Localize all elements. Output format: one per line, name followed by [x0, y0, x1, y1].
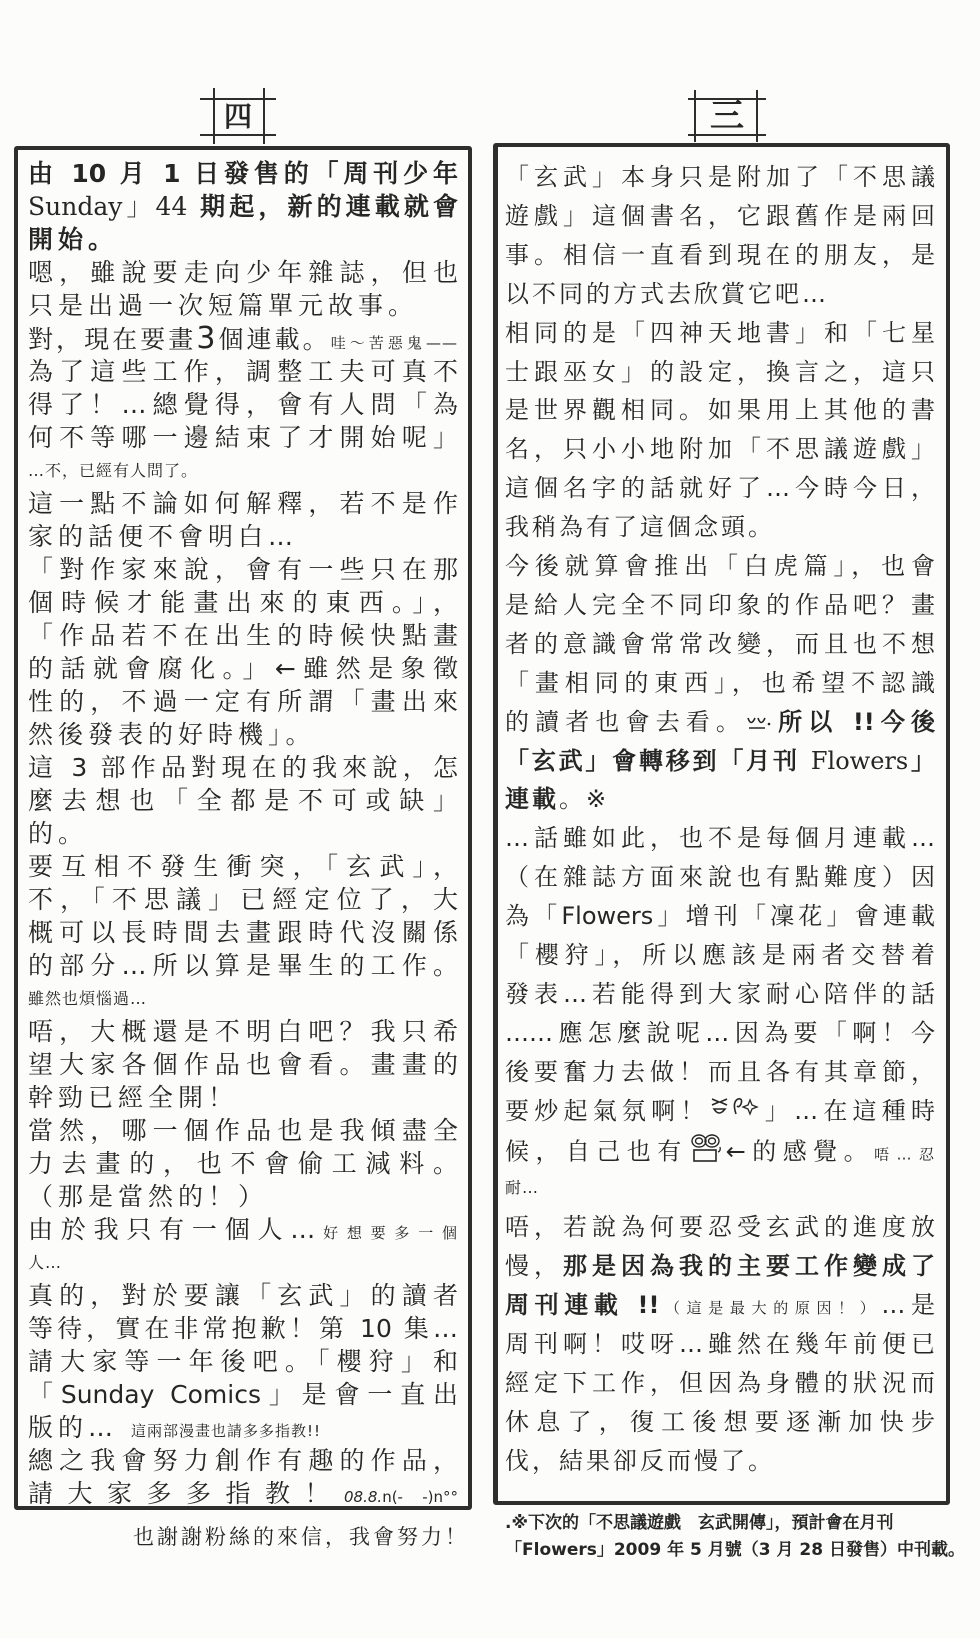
- publication-footnote: [505, 1510, 965, 1564]
- line-text: 」…在這種時: [759, 1096, 936, 1125]
- text-line: [28, 1213, 458, 1246]
- line-text: …是: [881, 1291, 935, 1320]
- text-line: [28, 1411, 458, 1444]
- aside-line: 雖然也煩惱過…: [28, 989, 148, 1008]
- aside-line: 耐…: [505, 1178, 540, 1198]
- text-line: 遊戲」這個書名，它跟舊作是兩回: [505, 201, 935, 230]
- text-line: 這個名字的話就好了…今時今日，: [505, 474, 935, 503]
- text-line: 伐，結果卻反而慢了。: [505, 1446, 775, 1475]
- text-line: 得了！…總覺得，會有人問「為: [28, 390, 458, 419]
- magazine-name: Flowers: [810, 746, 909, 775]
- text-line: 等待，實在非常抱歉！第 10 集…: [28, 1314, 458, 1343]
- text-line: 「櫻狩」，所以應該是兩者交替着: [505, 941, 935, 969]
- text-line: [505, 1247, 935, 1285]
- footnote-line: .※下次的「不思議遊戲 玄武開傳」，預計會在月刊: [505, 1513, 894, 1533]
- line-text: 連載: [505, 785, 559, 814]
- sigh-doodle-icon: [746, 704, 772, 742]
- text-line: [505, 1131, 935, 1169]
- text-line: 休息了，復工後想要逐漸加快步: [505, 1407, 935, 1436]
- text-line: 經定下工作，但因為身體的狀況而: [505, 1368, 935, 1397]
- text-line: 唔，若說為何要忍受玄武的進度放: [505, 1213, 935, 1242]
- text-line: 以不同的方式去欣賞它吧…: [505, 279, 829, 308]
- text-line: 是給人完全不同印象的作品吧？畫: [505, 590, 935, 619]
- text-line: 的部分…所以算是畢生的工作。: [28, 951, 458, 980]
- text-line: 士跟巫女」的設定，換言之，這只: [505, 357, 935, 386]
- text-line: 何不等哪一邊結束了才開始呢」: [28, 423, 458, 452]
- text-line: [505, 703, 935, 741]
- line-text: 那是因為我的主要工作變成了: [563, 1252, 935, 1281]
- emoticon: n(- -)n°°: [382, 1488, 458, 1506]
- line-text: 所以 !!今後: [772, 707, 935, 736]
- text-line: [28, 190, 458, 223]
- line-text: 個連載。: [215, 325, 331, 354]
- excited-face-icon: [710, 1093, 760, 1131]
- line-text: 。※: [559, 785, 610, 814]
- line-number: 3: [196, 321, 216, 356]
- text-line: 為「Flowers」增刊「凜花」會連載: [505, 902, 935, 931]
- line-text: 對，現在要畫: [28, 325, 197, 354]
- heading-glyph: 四: [223, 100, 252, 133]
- text-line: 個時候才能畫出來的東西。」，: [28, 588, 458, 617]
- text-line: 今後就算會推出「白虎篇」，也會: [505, 552, 935, 580]
- text-line: 周刊啊！哎呀…雖然在幾年前便已: [505, 1330, 935, 1358]
- text-line: 者的意識會常常改變，而且也不想: [505, 629, 935, 658]
- text-line: 相同的是「四神天地書」和「七星: [505, 318, 935, 347]
- text-line: 唔，大概還是不明白吧？我只希: [28, 1017, 458, 1046]
- text-line: 家的話便不會明白…: [28, 522, 299, 551]
- text-line: 名，只小小地附加「不思議遊戲」: [505, 435, 935, 464]
- text-line: 當然，哪一個作品也是我傾盡全: [28, 1116, 458, 1145]
- aside-note: 哇〜苦惡鬼——: [330, 334, 458, 352]
- text-line: 事。相信一直看到現在的朋友，是: [505, 240, 935, 269]
- text-line: [505, 742, 935, 780]
- text-line: 這一點不論如何解釋，若不是作: [28, 489, 458, 518]
- text-line: [505, 1092, 935, 1130]
- line-text: 期起，新的連載就會: [187, 192, 458, 221]
- text-line: 只是出過一次短篇單元故事。: [28, 291, 419, 320]
- signature-date: 08.8.: [344, 1488, 383, 1506]
- text-line: 總之我會努力創作有趣的作品，: [28, 1446, 458, 1475]
- aside-note: 好想要多一個: [315, 1224, 458, 1242]
- line-text: 版的…: [28, 1413, 119, 1442]
- line-text: 周刊連載 !!: [505, 1291, 660, 1320]
- line-text: 請大家多多指教！: [28, 1479, 345, 1508]
- text-line: 要互相不發生衝突，「玄武」，: [28, 852, 458, 881]
- line-text: 由於我只有一個人…: [28, 1215, 316, 1244]
- text-line: ……應怎麼說呢…因為要「啊！今: [505, 1018, 935, 1047]
- aside-note: 這兩部漫畫也請多多指教!!: [130, 1422, 321, 1440]
- text-line: 力去畫的，也不會偷工減料。: [28, 1149, 458, 1178]
- note-panel-four: [14, 146, 472, 1510]
- text-line: 後要奮力去做！而且各有其章節，: [505, 1057, 935, 1086]
- line-text: 慢，: [505, 1252, 563, 1281]
- line-text: Sunday」44: [28, 192, 188, 221]
- line-text: 要炒起氣氛啊！: [505, 1096, 710, 1125]
- text-line: （那是當然的！）: [28, 1182, 269, 1211]
- text-line: 麼去想也「全都是不可或缺」: [28, 786, 458, 815]
- text-line: 「玄武」本身只是附加了「不思議: [505, 163, 935, 191]
- text-line: …話雖如此，也不是每個月連載…: [505, 824, 935, 853]
- text-line: [28, 322, 458, 355]
- aside-line: …不，已經有人問了。: [28, 461, 199, 480]
- text-line: [28, 1477, 458, 1510]
- thanks-footer: 也謝謝粉絲的來信，我會努力！: [133, 1525, 469, 1549]
- note-panel-three: [493, 143, 950, 1505]
- text-line: 開始。: [28, 225, 119, 254]
- text-line: （在雜誌方面來說也有點難度）因: [505, 863, 935, 892]
- text-line: 真的，對於要讓「玄武」的讀者: [28, 1281, 458, 1310]
- text-line: 「作品若不在出生的時候快點畫: [28, 621, 458, 650]
- text-line: 概可以長時間去畫跟時代沒關係: [28, 918, 458, 947]
- text-line: 不，「不思議」已經定位了，大: [28, 885, 458, 914]
- line-text: 「玄武」會轉移到「月刊: [505, 746, 811, 775]
- text-line: 我稍為有了這個念頭。: [505, 513, 775, 542]
- text-line: 望大家各個作品也會看。畫畫的: [28, 1050, 458, 1079]
- text-line: 由 10 月 1 日發售的「周刊少年: [28, 159, 458, 188]
- text-line: 性的，不過一定有所謂「畫出來: [28, 687, 458, 716]
- text-line: 幹勁已經全開！: [28, 1083, 239, 1112]
- dizzy-face-icon: [688, 1131, 726, 1174]
- text-line: 的。: [28, 819, 89, 848]
- text-line: [505, 1286, 935, 1324]
- text-line: 「對作家來說，會有一些只在那: [28, 555, 458, 584]
- text-line: 發表…若能得到大家耐心陪伴的話: [505, 979, 935, 1008]
- section-heading-four: [200, 88, 276, 144]
- text-line: 「畫相同的東西」，也希望不認識: [505, 668, 935, 697]
- footnote-line: 「Flowers」2009 年 5 月號（3 月 28 日發售）中刊載。: [505, 1540, 965, 1560]
- line-text: ←的感覺。: [725, 1137, 875, 1165]
- heading-glyph: 三: [710, 96, 744, 136]
- text-line: 是世界觀相同。如果用上其他的書: [505, 396, 935, 425]
- text-line: 「Sunday Comics」是會一直出: [28, 1380, 458, 1409]
- aside-note: 唔…忍: [874, 1145, 935, 1163]
- line-text: 候，自己也有: [505, 1137, 688, 1165]
- line-text: 的讀者也會去看。: [505, 707, 746, 736]
- aside-note: （這是最大的原因！）: [659, 1299, 882, 1318]
- text-line: 嗯，雖說要走向少年雜誌，但也: [28, 258, 458, 287]
- section-heading-three: [688, 90, 766, 142]
- text-line: 然後發表的好時機」。: [28, 720, 316, 749]
- aside-line: 人…: [28, 1253, 63, 1272]
- text-line: 為了這些工作，調整工夫可真不: [28, 357, 458, 386]
- text-line: 這 3 部作品對現在的我來說，怎: [28, 753, 458, 782]
- text-line: 請大家等一年後吧。「櫻狩」和: [28, 1347, 458, 1376]
- line-text: 」: [908, 746, 935, 775]
- text-line: [505, 780, 935, 818]
- text-line: 的話就會腐化。」←雖然是象徵: [28, 654, 458, 683]
